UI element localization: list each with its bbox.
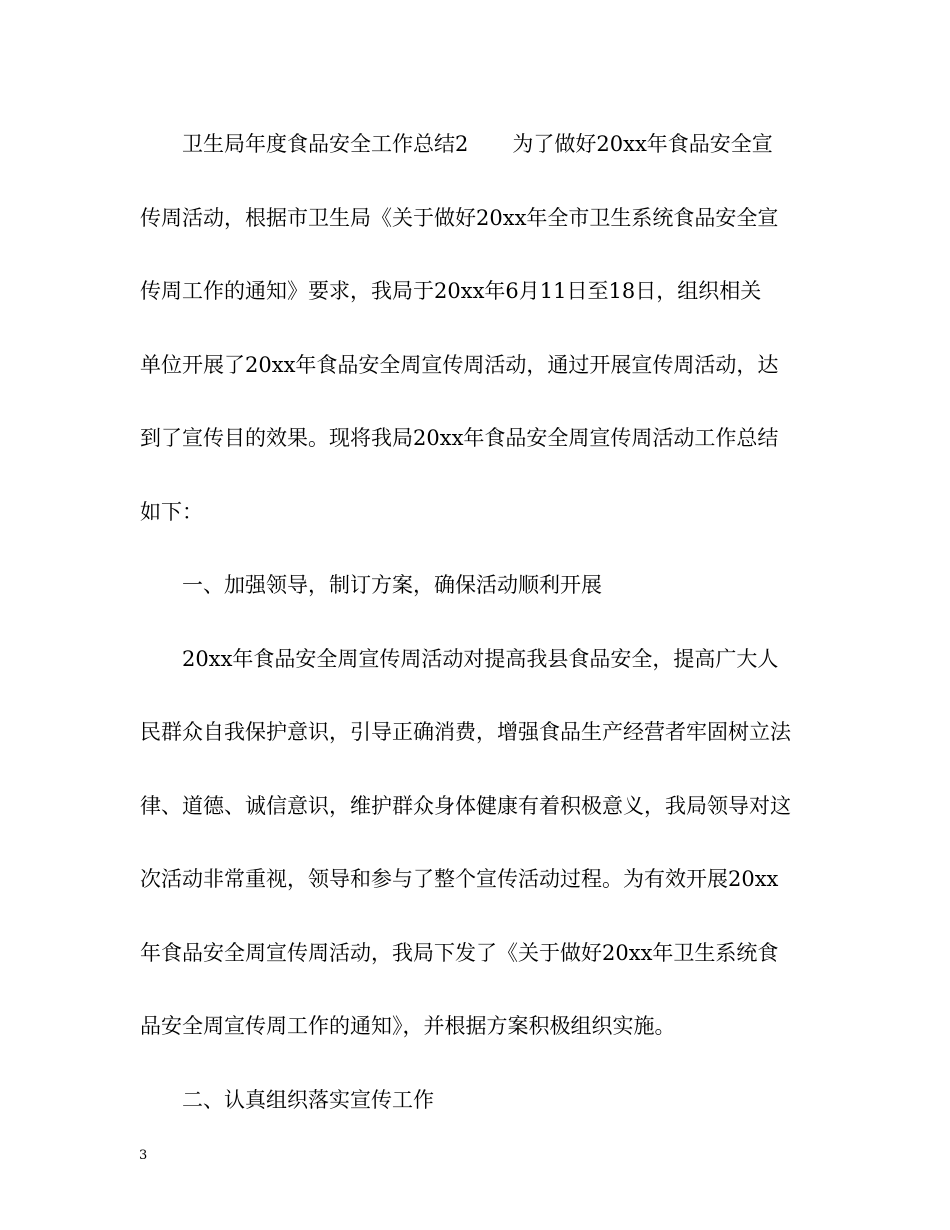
paragraph-line-1 [140, 124, 815, 198]
section-heading-1: 一、加强领导，制订方案，确保活动顺利开展 [182, 573, 602, 597]
paragraph-line-8: 20xx年食品安全周宣传周活动对提高我县食品安全，提高广大人 [182, 646, 779, 671]
paragraph-line-9: 民群众自我保护意识，引导正确消费，增强食品生产经营者牢固树立法 [140, 720, 791, 744]
section-heading-2: 二、认真组织落实宣传工作 [182, 1087, 434, 1112]
paragraph-line-11: 次活动非常重视，领导和参与了整个宣传活动过程。为有效开展20xx [140, 867, 779, 891]
paragraph-1-start: 为了做好20xx年食品安全宣 [512, 132, 773, 156]
page-number: 3 [139, 1148, 148, 1163]
paragraph-line-6: 如下： [140, 499, 203, 524]
paragraph-line-2: 传周活动，根据市卫生局《关于做好20xx年全市卫生系统食品安全宣 [140, 205, 779, 230]
document-heading: 卫生局年度食品安全工作总结2 [182, 132, 469, 156]
paragraph-line-3: 传周工作的通知》要求，我局于20xx年6月11日至18日，组织相关 [140, 279, 762, 303]
paragraph-line-13: 品安全周宣传周工作的通知》，并根据方案积极组织实施。 [140, 1014, 676, 1038]
paragraph-line-10: 律、道德、诚信意识，维护群众身体健康有着积极意义，我局领导对这 [140, 793, 791, 818]
paragraph-line-4: 单位开展了20xx年食品安全周宣传周活动，通过开展宣传周活动，达 [140, 352, 779, 377]
paragraph-line-12: 年食品安全周宣传周活动，我局下发了《关于做好20xx年卫生系统食 [140, 940, 779, 965]
paragraph-line-5: 到了宣传目的效果。现将我局20xx年食品安全周宣传周活动工作总结 [140, 426, 779, 450]
document-body [140, 124, 815, 1153]
